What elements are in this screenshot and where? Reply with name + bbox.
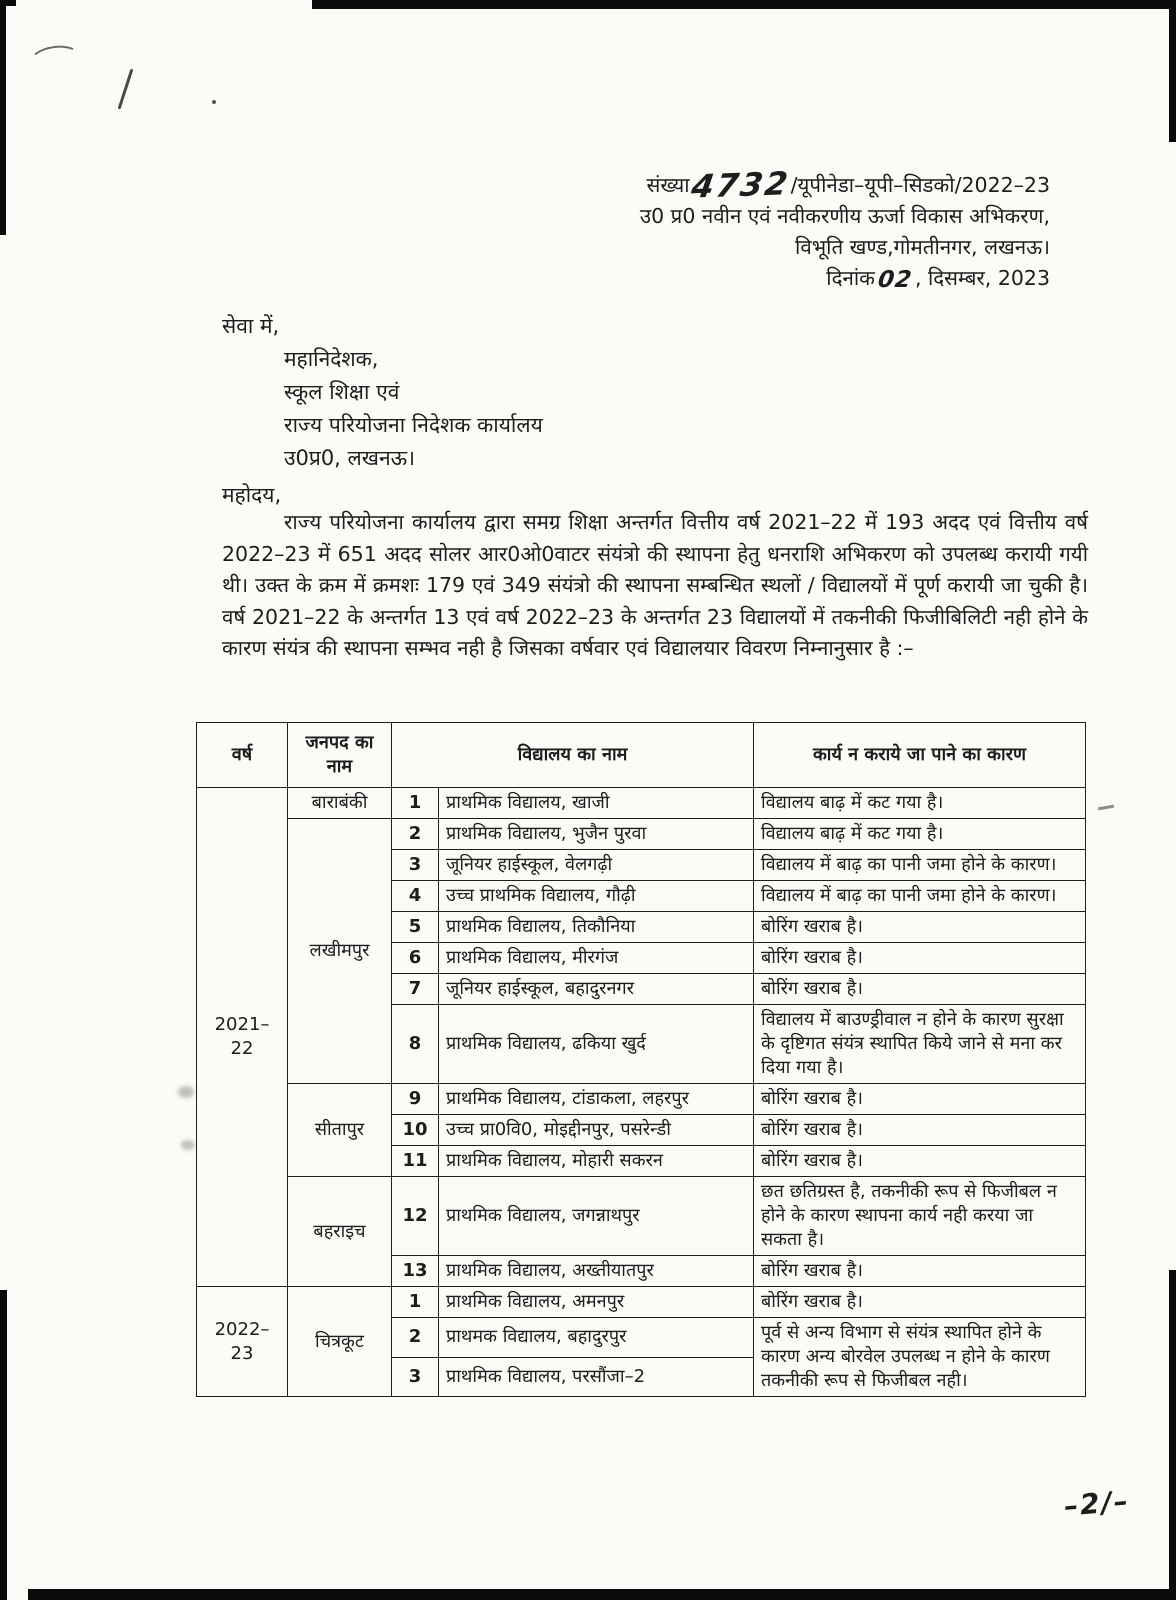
reason-cell: बोरिंग खराब है। xyxy=(754,943,1086,974)
scan-edge-bottom xyxy=(28,1589,1176,1600)
serial-cell: 1 xyxy=(392,788,439,819)
district-cell: बाराबंकी xyxy=(288,788,392,819)
smudge-mark xyxy=(181,1140,195,1150)
date-label: दिनांक xyxy=(826,266,875,290)
year-cell: 2022–23 xyxy=(197,1287,288,1397)
serial-cell: 6 xyxy=(392,943,439,974)
page-number-marker: –2/– xyxy=(1062,1484,1132,1523)
serial-cell: 1 xyxy=(392,1287,439,1318)
date-day-handwritten: 02 xyxy=(876,267,914,293)
salutation: सेवा में, xyxy=(222,314,280,338)
school-cell: उच्च प्राथमिक विद्यालय, गौढ़ी xyxy=(439,881,754,912)
reason-cell: बोरिंग खराब है। xyxy=(754,1256,1086,1287)
district-cell: बहराइच xyxy=(288,1177,392,1287)
table-header-district: जनपद का नाम xyxy=(288,723,392,788)
school-cell: जूनियर हाईस्कूल, बहादुरनगर xyxy=(439,974,754,1005)
school-cell: प्राथमिक विद्यालय, तिकौनिया xyxy=(439,912,754,943)
scan-edge-right-top xyxy=(1169,0,1176,142)
recipient-line: राज्य परियोजना निदेशक कार्यालय xyxy=(284,413,543,437)
school-cell: प्राथमिक विद्यालय, अमनपुर xyxy=(439,1287,754,1318)
serial-cell: 4 xyxy=(392,881,439,912)
recipient-block xyxy=(222,310,543,475)
table-header-school: विद्यालय का नाम xyxy=(392,723,754,788)
reason-cell: बोरिंग खराब है। xyxy=(754,1146,1086,1177)
table-header-year: वर्ष xyxy=(197,723,288,788)
margin-dash-mark xyxy=(1098,805,1114,811)
reason-cell: पूर्व से अन्य विभाग से संयंत्र स्थापित होने के कारण अन्य बोरवेल उपलब्ध न होने के कारण तकनीकी रूप से फिजीबल नही। xyxy=(754,1318,1086,1397)
scan-edge-right-bottom xyxy=(1169,1270,1176,1600)
serial-cell: 11 xyxy=(392,1146,439,1177)
school-cell: उच्च प्रा0वि0, मोइद्दीनपुर, पसरेन्डी xyxy=(439,1115,754,1146)
serial-cell: 10 xyxy=(392,1115,439,1146)
serial-cell: 12 xyxy=(392,1177,439,1256)
recipient-line: महानिदेशक, xyxy=(284,347,379,371)
serial-cell: 13 xyxy=(392,1256,439,1287)
serial-cell: 2 xyxy=(392,1318,439,1358)
scan-edge-top xyxy=(312,0,1176,9)
ref-number-handwritten: 4732 xyxy=(688,164,792,206)
serial-cell: 8 xyxy=(392,1005,439,1084)
district-cell: लखीमपुर xyxy=(288,819,392,1084)
serial-cell: 3 xyxy=(392,850,439,881)
table-header-reason: कार्य न कराये जा पाने का कारण xyxy=(754,723,1086,788)
ref-label: संख्या xyxy=(646,173,690,197)
table-row xyxy=(197,1287,1086,1318)
reason-cell: बोरिंग खराब है। xyxy=(754,1084,1086,1115)
school-cell: प्राथमिक विद्यालय, परसौंजा–2 xyxy=(439,1357,754,1397)
smudge-mark xyxy=(178,1086,194,1098)
ref-suffix: /यूपीनेडा–यूपी–सिडको/2022–23 xyxy=(790,173,1050,197)
school-cell: प्राथमिक विद्यालय, टांडाकला, लहरपुर xyxy=(439,1084,754,1115)
school-cell: प्राथमिक विद्यालय, जगन्नाथपुर xyxy=(439,1177,754,1256)
org-address-line: विभूति खण्ड,गोमतीनगर, लखनऊ। xyxy=(795,235,1050,259)
table-row xyxy=(197,819,1086,850)
school-cell: प्राथमिक विद्यालय, खाजी xyxy=(439,788,754,819)
year-cell: 2021–22 xyxy=(197,788,288,1287)
serial-cell: 7 xyxy=(392,974,439,1005)
table-row xyxy=(197,788,1086,819)
reason-cell: बोरिंग खराब है। xyxy=(754,912,1086,943)
letterhead-block xyxy=(639,164,1050,296)
district-cell: सीतापुर xyxy=(288,1084,392,1177)
reason-cell: छत छतिग्रस्त है, तकनीकी रूप से फिजीबल न होने के कारण स्थापना कार्य नही करया जा सकता है। xyxy=(754,1177,1086,1256)
serial-cell: 9 xyxy=(392,1084,439,1115)
reason-cell: विद्यालय में बाढ़ का पानी जमा होने के कारण। xyxy=(754,881,1086,912)
reason-cell: बोरिंग खराब है। xyxy=(754,1287,1086,1318)
school-cell: प्राथमिक विद्यालय, मोहारी सकरन xyxy=(439,1146,754,1177)
org-name-line: उ0 प्र0 नवीन एवं नवीकरणीय ऊर्जा विकास अभिकरण, xyxy=(639,204,1050,228)
school-cell: प्राथमिक विद्यालय, ढकिया खुर्द xyxy=(439,1005,754,1084)
serial-cell: 2 xyxy=(392,819,439,850)
reason-cell: बोरिंग खराब है। xyxy=(754,1115,1086,1146)
scan-edge-left-bottom xyxy=(0,1290,7,1600)
dot-mark xyxy=(212,100,216,104)
pen-slash-mark xyxy=(118,69,134,110)
school-cell: जूनियर हाईस्कूल, वेलगढ़ी xyxy=(439,850,754,881)
ref-line xyxy=(640,164,1050,206)
serial-cell: 5 xyxy=(392,912,439,943)
schools-table xyxy=(196,722,1086,1397)
district-cell: चित्रकूट xyxy=(288,1287,392,1397)
table-row xyxy=(197,1084,1086,1115)
reason-cell: विद्यालय में बाउण्ड्रीवाल न होने के कारण सुरक्षा के दृष्टिगत संयंत्र स्थापित किये जाने से मना कर दिया गया है। xyxy=(754,1005,1086,1084)
serial-cell: 3 xyxy=(392,1357,439,1397)
school-cell: प्राथमिक विद्यालय, अख्तीयातपुर xyxy=(439,1256,754,1287)
date-rest: , दिसम्बर, 2023 xyxy=(914,266,1050,290)
reason-cell: विद्यालय बाढ़ में कट गया है। xyxy=(754,819,1086,850)
table-row xyxy=(197,1177,1086,1256)
body-paragraph: राज्य परियोजना कार्यालय द्वारा समग्र शिक्षा अन्तर्गत वित्तीय वर्ष 2021–22 में 193 अदद एवं वित्तीय वर्ष 2022–23 में 651 अदद सोलर आर0ओ0वाटर संयंत्रो की स्थापना हेतु धनराशि अभिकरण को उपलब्ध करायी गयी थी। उक्त के क्रम में क्रमशः 179 एवं 349 संयंत्रो की स्थापना सम्बन्धित स्थलों / विद्यालयों में पूर्ण करायी जा चुकी है। वर्ष 2021–22 के अन्तर्गत 13 एवं वर्ष 2022–23 के अन्तर्गत 23 विद्यालयों में तकनीकी फिजीबिलिटी नही होने के कारण संयंत्र की स्थापना सम्भव नही है जिसका वर्षवार एवं विद्यालयार विवरण निम्नानुसार है :– xyxy=(222,510,1088,660)
recipient-line: स्कूल शिक्षा एवं xyxy=(284,380,400,404)
pen-arc-mark xyxy=(28,43,81,76)
school-cell: प्राथमिक विद्यालय, मीरगंज xyxy=(439,943,754,974)
recipient-line: उ0प्र0, लखनऊ। xyxy=(284,446,416,470)
reason-cell: बोरिंग खराब है। xyxy=(754,974,1086,1005)
school-cell: प्राथमिक विद्यालय, भुजैन पुरवा xyxy=(439,819,754,850)
greeting: महोदय, xyxy=(222,483,282,507)
date-line xyxy=(640,263,1050,296)
school-cell: प्राथमक विद्यालय, बहादुरपुर xyxy=(439,1318,754,1358)
scan-edge-left-top xyxy=(0,0,6,235)
table-header-row xyxy=(197,723,1086,788)
recipient-lines xyxy=(284,343,543,475)
reason-cell: विद्यालय बाढ़ में कट गया है। xyxy=(754,788,1086,819)
reason-cell: विद्यालय में बाढ़ का पानी जमा होने के कारण। xyxy=(754,850,1086,881)
